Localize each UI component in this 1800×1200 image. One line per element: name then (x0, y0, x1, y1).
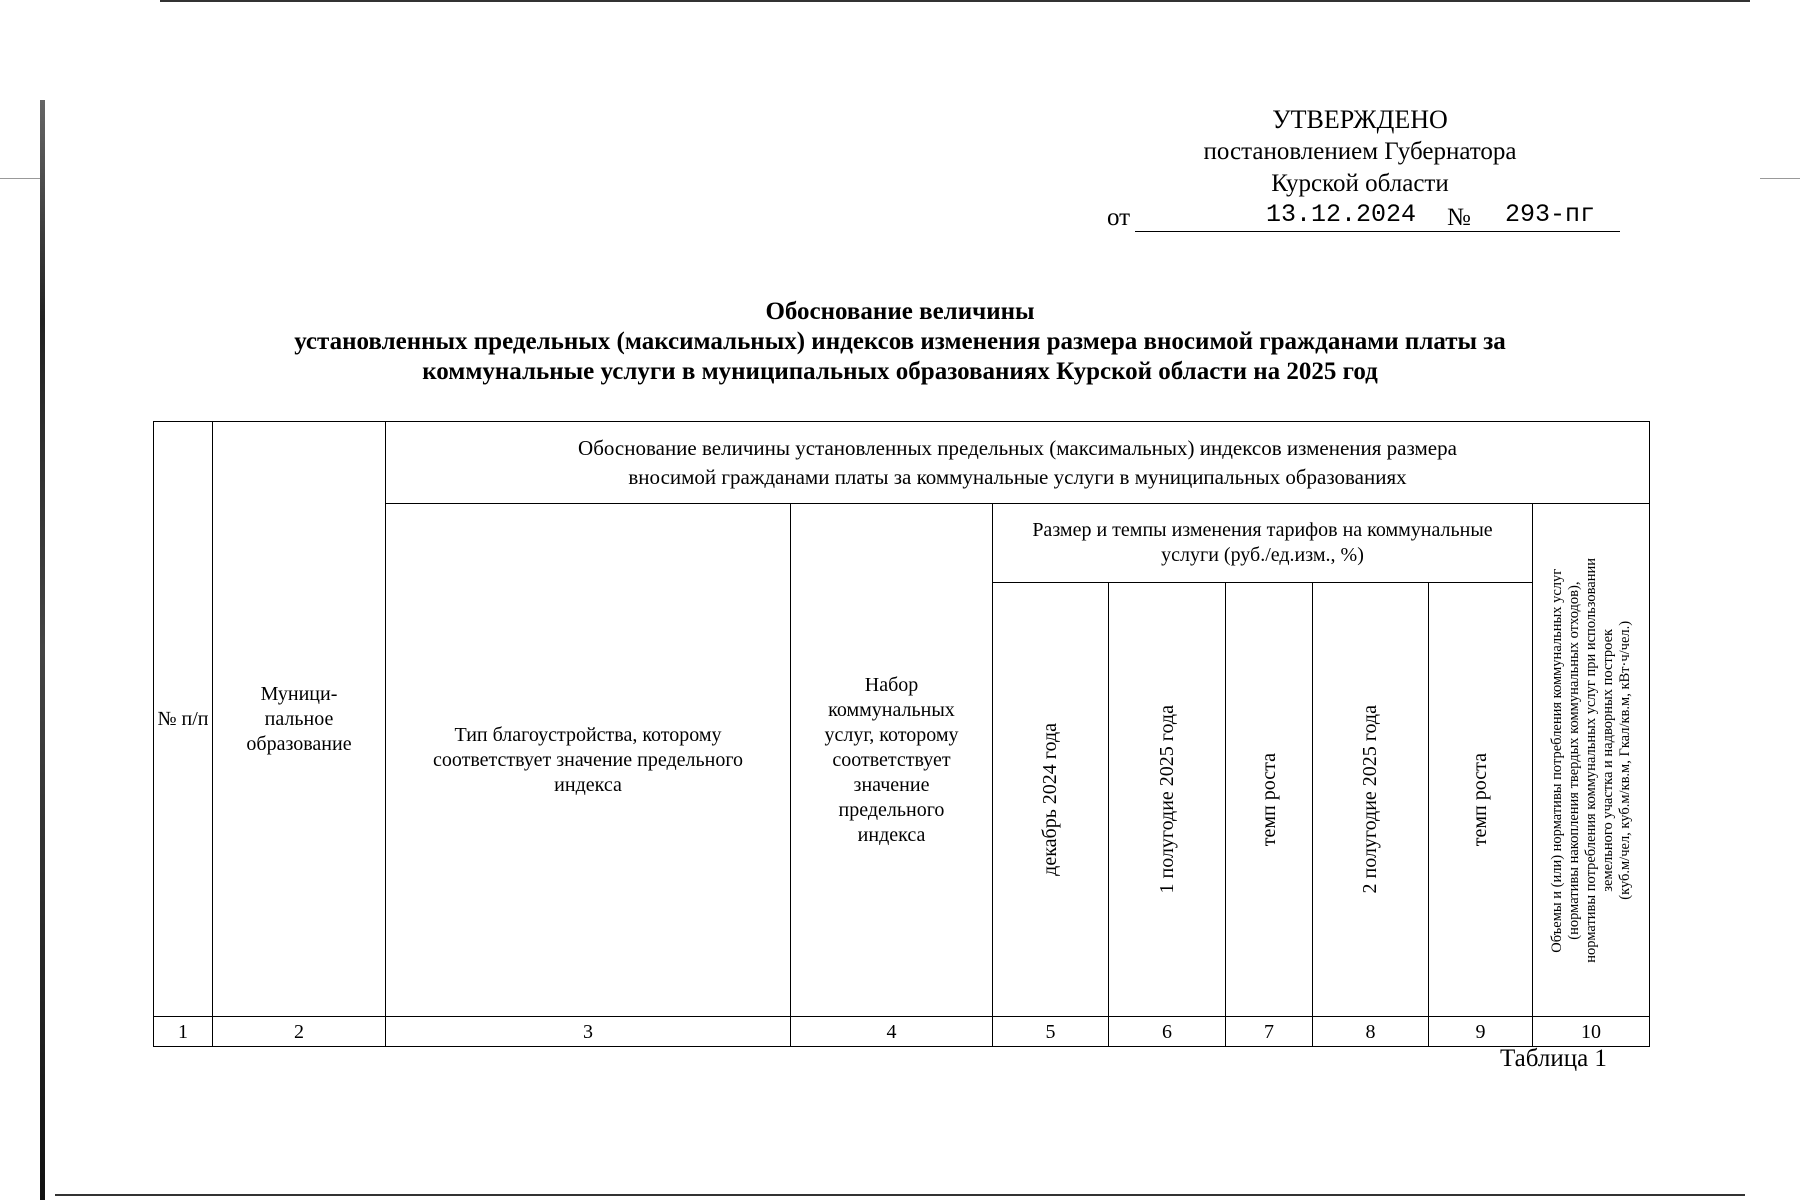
scan-edge-left (40, 100, 45, 1200)
header-col-h1-2025 (1109, 583, 1226, 1017)
title-line-1: Обоснование величины (765, 298, 1035, 325)
title-line-2: установленных предельных (максимальных) индексов изменения размера вносимой гражданами платы за (294, 328, 1506, 355)
h2-2025-label: 2 полугодие 2025 года (1359, 705, 1381, 894)
header-main-line-2: вносимой гражданами платы за коммунальные услуги в муниципальных образованиях (628, 464, 1407, 489)
volumes-line-3: нормативы потребления коммунальных услуг при использовании (1582, 557, 1599, 963)
header-col-no: № п/п (154, 422, 213, 1017)
col-number: 6 (1109, 1017, 1226, 1047)
growth-1-label: темп роста (1257, 752, 1280, 847)
approval-block (1160, 104, 1560, 200)
header-main (386, 422, 1650, 504)
approval-heading: УТВЕРЖДЕНО (1272, 105, 1448, 134)
col-number: 10 (1533, 1017, 1650, 1047)
header-col-type: Тип благоустройства, которому соответствует значение предельного индекса (386, 504, 791, 1017)
number-prefix: № (1447, 204, 1471, 231)
volumes-text-wrap (1533, 558, 1649, 963)
scan-edge-bottom (55, 1194, 1745, 1196)
header-col-growth-2 (1429, 583, 1533, 1017)
approval-date: 13.12.2024 (1135, 200, 1547, 232)
header-col-dec2024 (993, 583, 1109, 1017)
approval-date-line (1107, 200, 1627, 234)
header-col-municipality: Муници-пальное образование (213, 422, 386, 1017)
col-number: 7 (1226, 1017, 1313, 1047)
document-title (180, 297, 1620, 387)
header-col-service-set: Набор коммунальных услуг, которому соответствует значение предельного индекса (791, 504, 993, 1017)
col-number: 4 (791, 1017, 993, 1047)
volumes-line-2: (нормативы накопления твердых коммунальных отходов), (1565, 580, 1582, 940)
growth-2-label: темп роста (1469, 752, 1491, 847)
col-number: 2 (213, 1017, 386, 1047)
volumes-line-1: Объемы и (или) нормативы потребления коммунальных услуг (1548, 568, 1565, 952)
column-numbers-row (154, 1017, 1650, 1047)
col-number: 9 (1429, 1017, 1533, 1047)
approval-line-2: Курской области (1271, 170, 1449, 197)
col-number: 1 (154, 1017, 213, 1047)
date-prefix: от (1107, 204, 1131, 231)
col-number: 8 (1313, 1017, 1429, 1047)
approval-line-1: постановлением Губернатора (1203, 138, 1517, 165)
header-col-growth-1 (1226, 583, 1313, 1017)
title-line-3: коммунальные услуги в муниципальных образованиях Курской области на 2025 год (422, 358, 1378, 385)
justification-table (153, 421, 1650, 1047)
h1-2025-label: 1 полугодие 2025 года (1155, 705, 1178, 894)
scan-mark-left (0, 178, 40, 179)
volumes-text (1549, 558, 1634, 963)
approval-number: 293-пг (1480, 200, 1620, 232)
header-main-line-1: Обоснование величины установленных предельных (максимальных) индексов изменения размера (578, 435, 1457, 460)
table-label: Таблица 1 (1500, 1045, 1607, 1072)
header-col-h2-2025 (1313, 583, 1429, 1017)
dec2024-label: декабрь 2024 года (1039, 723, 1061, 876)
col-number: 3 (386, 1017, 791, 1047)
header-col-volumes (1533, 504, 1650, 1017)
volumes-line-5: (куб.м/чел, куб.м/кв.м, Гкал/кв.м, кВт·ч/чел.) (1616, 620, 1633, 900)
header-rates: Размер и темпы изменения тарифов на коммунальные услуги (руб./ед.изм., %) (993, 504, 1533, 583)
scan-mark-right (1760, 178, 1800, 179)
col-number: 5 (993, 1017, 1109, 1047)
volumes-line-4: земельного участка и надворных построек (1599, 628, 1616, 892)
scan-edge-top (160, 0, 1750, 2)
